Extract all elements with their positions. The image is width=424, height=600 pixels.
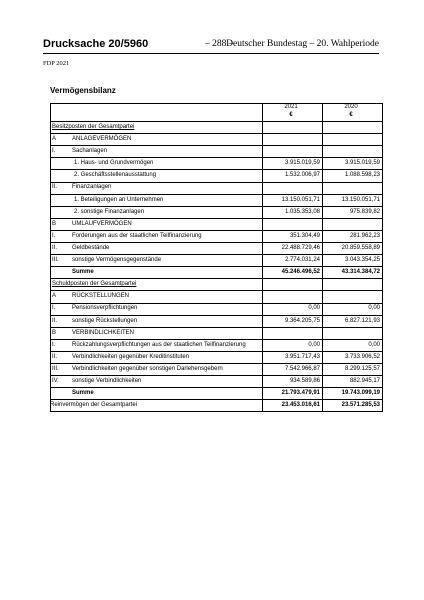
section-heading [50, 278, 382, 290]
row-label: Finanzanlagen [72, 184, 112, 191]
row-label: Forderungen aus der staatlichen Teilfinanzierung [72, 232, 202, 239]
table-row [50, 375, 382, 387]
row-label: Geldbestände [72, 244, 110, 251]
value-2020: 3.915.019,59 [344, 160, 380, 167]
table-row [50, 169, 382, 181]
value-2020: 281.962,23 [349, 232, 380, 239]
value-2020: 19.743.099,19 [341, 390, 380, 397]
row-index: A [52, 293, 57, 300]
header-divider [50, 121, 382, 122]
sum-row [50, 387, 382, 399]
table-border-right [382, 103, 383, 412]
column-divider [322, 103, 323, 411]
value-2020: 13.150.051,71 [341, 196, 380, 203]
row-label: Pensionsverpflichtungen [72, 305, 138, 312]
table-row [50, 145, 382, 157]
row-label: sonstige Verbindlichkeiten [72, 377, 142, 384]
value-2020: 3.043.354,25 [344, 257, 380, 264]
row-index: I. [52, 341, 56, 348]
row-divider [50, 278, 382, 279]
value-2021: 9.364.205,75 [284, 317, 320, 324]
row-label: 1. Beteiligungen an Unternehmen [74, 196, 164, 203]
value-2020: 3.733.906,52 [344, 353, 380, 360]
value-2021: 3.951.717,43 [284, 353, 320, 360]
section-heading [50, 121, 382, 133]
table-row [50, 254, 382, 266]
col-year-2021: 2021 [284, 104, 298, 110]
row-index: I. [52, 305, 56, 312]
table-row [50, 133, 382, 145]
value-2021: 0,00 [308, 305, 320, 312]
row-label: sonstige Vermögensgegenstände [72, 257, 162, 264]
value-2021: 23.453.016,61 [281, 402, 320, 409]
value-2021: 934.589,86 [289, 377, 320, 384]
row-label: Rückzahlungsverpflichtungen aus der staatlichen Teilfinanzierung [72, 341, 246, 348]
table-row [50, 194, 382, 206]
value-2020: 20.859.558,89 [341, 244, 380, 251]
table-title: Vermögensbilanz [50, 86, 116, 95]
row-divider [50, 266, 382, 267]
table-row [50, 242, 382, 254]
row-index: I. [52, 148, 56, 155]
value-2020: 43.314.384,72 [341, 269, 380, 276]
value-2021: 22.488.729,46 [281, 244, 320, 251]
table-row [50, 363, 382, 375]
value-2021: 0,00 [308, 341, 320, 348]
table-row [50, 290, 382, 302]
row-label: 1. Haus- und Grundvermögen [74, 160, 154, 167]
value-2021: 13.150.051,71 [281, 196, 320, 203]
row-index: IV. [52, 377, 59, 384]
row-label: 2. sonstige Finanzanlagen [74, 208, 145, 215]
value-2021: 2.774.031,24 [284, 257, 320, 264]
value-2021: 3.915.019,59 [284, 160, 320, 167]
value-2020: 0,00 [368, 341, 380, 348]
row-label: ANLAGEVERMÖGEN [72, 136, 132, 143]
row-label: Reinvermögen der Gesamtpartei [50, 402, 138, 409]
row-index: A [52, 136, 57, 143]
table-row [50, 218, 382, 230]
row-label: Sachanlagen [72, 148, 108, 155]
table-border-bottom [50, 411, 382, 412]
row-index: I. [52, 232, 56, 239]
row-label: sonstige Rückstellungen [72, 317, 138, 324]
table-row [50, 339, 382, 351]
balance-table [50, 103, 382, 411]
table-row [50, 351, 382, 363]
value-2021: 351.304,49 [289, 232, 320, 239]
row-label: Verbindlichkeiten gegenüber sonstigen Darlehensgebern [72, 365, 223, 372]
col-currency-2021: € [289, 112, 293, 118]
table-row [50, 206, 382, 218]
row-index: II. [52, 244, 58, 251]
page-header [43, 38, 379, 52]
row-label: VERBINDLICHKEITEN [72, 329, 135, 336]
row-index: B [52, 220, 57, 227]
column-divider [262, 103, 263, 411]
table-row [50, 327, 382, 339]
value-2020: 6.827.121,93 [344, 317, 380, 324]
document-number: Drucksache 20/5960 [43, 38, 149, 50]
value-2020: 23.571.285,53 [341, 402, 380, 409]
table-border-top [50, 103, 382, 104]
row-label: Summe [72, 269, 94, 276]
value-2020: 1.088.598,23 [344, 172, 380, 179]
value-2021: 7.542.966,87 [284, 365, 320, 372]
value-2020: 882.945,17 [349, 377, 380, 384]
value-2021: 21.793.479,91 [281, 390, 320, 397]
table-row [50, 157, 382, 169]
party-year: FDP 2021 [43, 60, 70, 67]
row-index: II. [52, 184, 58, 191]
table-row [50, 315, 382, 327]
row-index: B [52, 329, 57, 336]
net-assets-row [50, 399, 382, 411]
value-2021: 1.532.006,97 [284, 172, 320, 179]
row-index: II. [52, 353, 58, 360]
row-divider [50, 387, 382, 388]
row-label: Verbindlichkeiten gegenüber Kreditinstituten [72, 353, 190, 360]
sum-row [50, 266, 382, 278]
column-header [50, 103, 382, 121]
row-index: II. [52, 317, 58, 324]
table-border-left [50, 103, 51, 411]
value-2020: 0,00 [368, 305, 380, 312]
value-2021: 45.246.496,52 [281, 269, 320, 276]
value-2020: 8.299.125,57 [344, 365, 380, 372]
col-currency-2020: € [349, 112, 353, 118]
row-label: Summe [72, 390, 94, 397]
row-label: RÜCKSTELLUNGEN [72, 293, 130, 300]
table-row [50, 302, 382, 314]
row-index: III. [52, 257, 59, 264]
row-label: 2. Geschäftsstellenausstattung [74, 172, 157, 179]
table-row [50, 181, 382, 193]
col-year-2020: 2020 [344, 104, 358, 110]
value-2021: 1.035.353,08 [284, 208, 320, 215]
row-label: UMLAUFVERMÖGEN [72, 220, 132, 227]
row-index: III. [52, 365, 59, 372]
header-rule [43, 53, 379, 54]
row-divider [50, 399, 382, 400]
value-2020: 975.839,82 [349, 208, 380, 215]
table-row [50, 230, 382, 242]
row-label: Besitzposten der Gesamtpartei [52, 124, 135, 130]
publisher: Deutscher Bundestag – 20. Wahlperiode [226, 39, 379, 49]
page-number: – 288 – [205, 39, 234, 49]
row-label: Schuldposten der Gesamtpartei [52, 281, 137, 288]
